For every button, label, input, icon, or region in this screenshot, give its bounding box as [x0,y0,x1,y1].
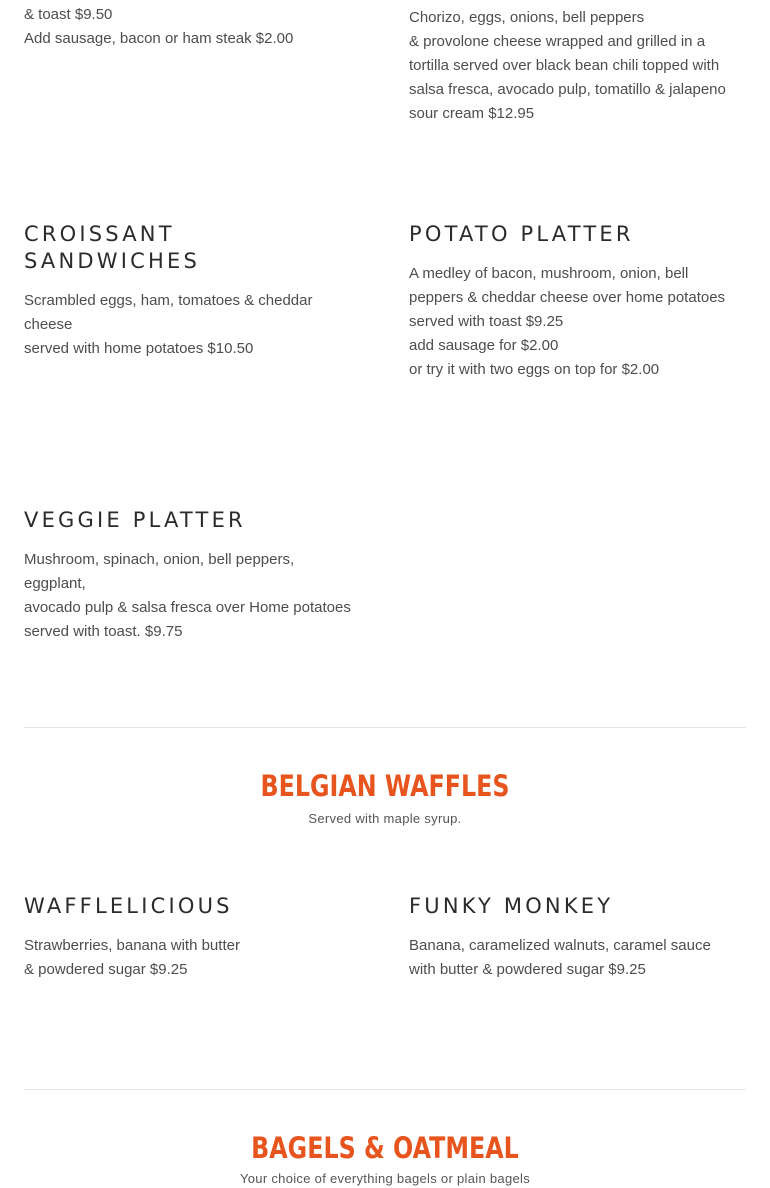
menu-item-wafflelicious [24,893,364,982]
description-line: Add sausage, bacon or ham steak $2.00 [24,30,294,47]
item-description [409,6,754,126]
menu-item-potato-platter [409,221,754,382]
description-line: or try it with two eggs on top for $2.00 [409,361,660,378]
menu-item-top-right [409,6,754,126]
description-line: Strawberries, banana with butter [24,937,240,954]
section-subtitle: Served with maple syrup. [308,811,462,826]
description-line: served with toast. $9.75 [24,623,183,640]
section-title-bagels-oatmeal: BAGELS & OATMEAL [251,1131,519,1165]
title-line: SANDWICHES [24,249,200,273]
description-line: with butter & powdered sugar $9.25 [409,961,646,978]
item-description [409,934,754,982]
description-line: & powdered sugar $9.25 [24,961,188,978]
description-line: Mushroom, spinach, onion, bell peppers, [24,551,295,568]
description-line: add sausage for $2.00 [409,337,559,354]
description-line: Banana, caramelized walnuts, caramel sauce [409,937,711,954]
description-line: tortilla served over black bean chili topped with [409,57,720,74]
description-line: served with home potatoes $10.50 [24,340,254,357]
description-line: & provolone cheese wrapped and grilled in a [409,33,706,50]
description-line: & toast $9.50 [24,6,113,23]
item-title: WAFFLELICIOUS [24,894,233,918]
description-line: avocado pulp & salsa fresca over Home potatoes [24,599,351,616]
description-line: A medley of bacon, mushroom, onion, bell [409,265,689,282]
menu-item-croissant-sandwiches [24,221,364,361]
section-title-belgian-waffles: BELGIAN WAFFLES [260,769,510,803]
section-divider [24,727,746,728]
item-description [24,3,364,51]
menu-item-top-left [24,3,364,51]
section-divider [24,1089,746,1090]
item-description [24,289,364,361]
item-title: VEGGIE PLATTER [24,508,246,532]
description-line: cheese [24,316,73,333]
item-description [24,548,374,644]
title-line: CROISSANT [24,222,175,246]
description-line: peppers & cheddar cheese over home potatoes [409,289,726,306]
section-subtitle: Your choice of everything bagels or plain bagels [240,1171,530,1186]
description-line: sour cream $12.95 [409,105,535,122]
item-description [24,934,364,982]
item-title: POTATO PLATTER [409,222,634,246]
item-title: FUNKY MONKEY [409,894,614,918]
description-line: Chorizo, eggs, onions, bell peppers [409,9,645,26]
description-line: served with toast $9.25 [409,313,564,330]
description-line: eggplant, [24,575,86,592]
description-line: salsa fresca, avocado pulp, tomatillo & jalapeno [409,81,726,98]
menu-item-veggie-platter [24,507,374,644]
menu-item-funky-monkey [409,893,754,982]
description-line: Scrambled eggs, ham, tomatoes & cheddar [24,292,313,309]
item-title [24,221,364,275]
item-description [409,262,754,382]
